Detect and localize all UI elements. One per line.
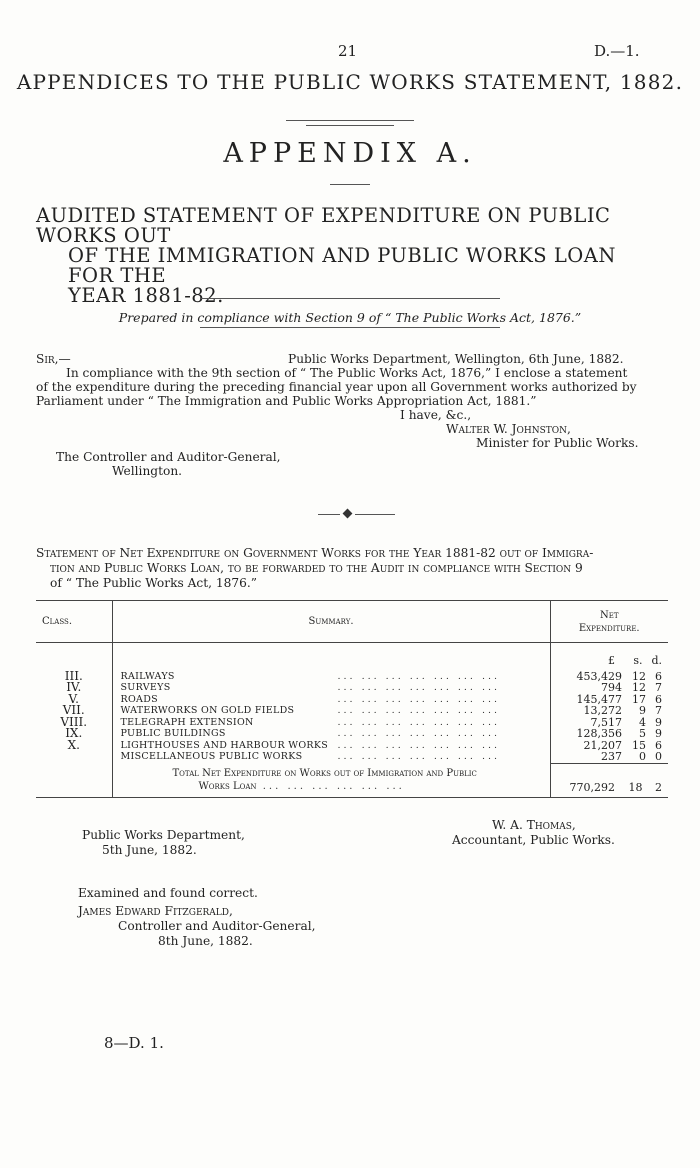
row-pence: 9 [655, 715, 662, 729]
table-body [36, 667, 668, 764]
accountant-name: W. A. Thomas, [492, 818, 576, 832]
auditor-name: James Edward Fitzgerald, [78, 904, 233, 918]
row-item [112, 694, 550, 706]
row-class [36, 751, 112, 763]
row-pence: 6 [655, 669, 662, 683]
row-class: VIII. [36, 717, 112, 729]
row-class: IV. [36, 682, 112, 694]
row-pounds: 13,272 [583, 704, 622, 717]
unit-pounds: £ [608, 653, 615, 667]
row-class: V. [36, 694, 112, 706]
unit-shillings: s. [633, 653, 643, 667]
row-item-label: ROADS [120, 693, 158, 705]
table-row [36, 751, 668, 763]
row-item-label: WATERWORKS ON GOLD FIELDS [120, 705, 295, 716]
row-shillings: 12 [632, 669, 646, 683]
letter-addressee-place: Wellington. [112, 464, 183, 478]
row-class: X. [36, 740, 112, 752]
total-leader-dots: ... ... ... ... ... ... [256, 781, 405, 792]
row-pounds: 453,429 [576, 669, 622, 683]
letter-body-line-1: In compliance with the 9th section of “ The Public Works Act, 1876,” I enclose a statement [66, 366, 628, 380]
auditor-title: Controller and Auditor-General, [118, 919, 316, 933]
row-shillings: 4 [639, 715, 646, 729]
page-number: 21 [338, 42, 358, 60]
row-shillings: 12 [632, 681, 646, 694]
row-pence: 6 [655, 738, 662, 752]
appendix-underline [330, 184, 370, 185]
unit-pence: d. [651, 653, 662, 667]
statement-intro-line-2: tion and Public Works Loan, to be forwarded to the Audit in compliance with Section 9 [50, 561, 583, 575]
accountant-title: Accountant, Public Works. [452, 833, 615, 847]
col-header-net-expenditure [550, 601, 668, 643]
units-label [550, 643, 668, 667]
table-row [36, 728, 668, 740]
section-divider-right [355, 514, 395, 515]
row-shillings: 9 [639, 704, 646, 717]
total-label-line-1: Total Net Expenditure on Works out of Immigration and Public [172, 768, 477, 779]
row-class: IX. [36, 728, 112, 740]
prepared-note: Prepared in compliance with Section 9 of “ The Public Works Act, 1876.” [118, 310, 582, 325]
leader-dots: ... ... ... ... ... ... ... [337, 716, 501, 728]
col-header-class: Class. [36, 601, 112, 643]
table-row [36, 682, 668, 694]
dept-line-2: 5th June, 1882. [102, 843, 197, 857]
leader-dots: ... ... ... ... ... ... ... [337, 739, 501, 751]
row-item [112, 705, 550, 717]
row-pence: 9 [655, 727, 662, 740]
appendix-title: APPENDIX A. [223, 138, 477, 169]
row-amount [550, 667, 668, 683]
row-pence: 7 [655, 704, 662, 717]
row-pence: 7 [655, 681, 662, 694]
row-pounds: 128,356 [576, 727, 622, 740]
row-pence: 0 [655, 750, 662, 763]
leader-dots: ... ... ... ... ... ... ... [337, 751, 501, 763]
row-item-label: PUBLIC BUILDINGS [120, 728, 226, 739]
leader-dots: ... ... ... ... ... ... ... [337, 682, 501, 693]
col-header-summary: Summary. [112, 601, 550, 643]
diamond-ornament [343, 509, 353, 519]
prepared-rule-bottom [200, 327, 500, 328]
section-divider-left [318, 514, 340, 515]
statement-intro-line-3: of “ The Public Works Act, 1876.” [50, 576, 258, 590]
units-spacer-summary [112, 643, 550, 667]
statement-intro-line-1: Statement of Net Expenditure on Government Works for the Year 1881-82 out of Immigra- [36, 546, 594, 560]
row-shillings: 15 [632, 738, 646, 752]
row-item [112, 682, 550, 694]
row-pence: 6 [655, 692, 662, 706]
total-spacer-class [36, 763, 112, 798]
examined-note: Examined and found correct. [78, 886, 258, 900]
total-pence: 2 [655, 781, 662, 794]
letter-closing: I have, &c., [400, 408, 472, 422]
total-label [112, 763, 550, 798]
row-pounds: 237 [601, 750, 622, 763]
row-shillings: 5 [639, 727, 646, 740]
title-divider [286, 120, 414, 121]
col-header-expenditure: Expenditure. [578, 622, 640, 634]
covering-letter [36, 352, 666, 478]
row-pounds: 21,207 [583, 738, 622, 752]
row-item [112, 728, 550, 740]
leader-dots: ... ... ... ... ... ... ... [337, 670, 501, 682]
document-reference: D.—1. [594, 42, 640, 60]
table-row [36, 740, 668, 752]
total-amount [550, 763, 668, 798]
row-pounds: 145,477 [576, 692, 622, 706]
auditor-date: 8th June, 1882. [158, 934, 253, 948]
statement-intro [36, 546, 666, 591]
row-item-label: MISCELLANEOUS PUBLIC WORKS [120, 751, 303, 763]
statement-heading [36, 206, 656, 306]
leader-dots: ... ... ... ... ... ... ... [337, 693, 501, 705]
col-header-net: Net [599, 609, 619, 621]
row-shillings: 0 [639, 750, 646, 763]
leader-dots: ... ... ... ... ... ... ... [337, 728, 501, 739]
letter-signatory-title: Minister for Public Works. [476, 436, 639, 450]
audit-signoff [78, 886, 315, 949]
row-class: III. [36, 667, 112, 683]
row-item [112, 717, 550, 729]
table-row [36, 667, 668, 683]
row-item [112, 740, 550, 752]
accountant-signoff [452, 818, 615, 848]
row-pounds: 7,517 [590, 715, 622, 729]
letter-body-line-2: of the expenditure during the preceding financial year upon all Government works authorized by [36, 380, 637, 394]
row-pounds: 794 [601, 681, 622, 694]
leader-dots: ... ... ... ... ... ... ... [337, 705, 501, 716]
table-row [36, 705, 668, 717]
row-item [112, 667, 550, 683]
heading-line-1: AUDITED STATEMENT OF EXPENDITURE ON PUBLIC WORKS OUT [36, 204, 611, 247]
department-signoff [82, 828, 245, 858]
heading-line-3: YEAR 1881-82. [68, 284, 224, 307]
row-amount [550, 751, 668, 763]
units-spacer-class [36, 643, 112, 667]
row-item-label: LIGHTHOUSES AND HARBOUR WORKS [120, 739, 329, 751]
title-divider-under [306, 125, 394, 126]
main-title: APPENDICES TO THE PUBLIC WORKS STATEMENT, 1882. [16, 70, 684, 94]
letter-dateline: Public Works Department, Wellington, 6th June, 1882. [288, 352, 624, 366]
total-pounds: 770,292 [569, 781, 615, 794]
table-row [36, 717, 668, 729]
heading-line-2: OF THE IMMIGRATION AND PUBLIC WORKS LOAN FOR THE [68, 244, 616, 287]
row-item-label: RAILWAYS [120, 670, 175, 682]
expenditure-table [36, 600, 668, 798]
prepared-rule-top [200, 298, 500, 299]
letter-signatory: Walter W. Johnston, [446, 422, 571, 436]
salutation: Sir,— [36, 352, 71, 366]
table-total-row [36, 763, 668, 798]
row-class: VII. [36, 705, 112, 717]
row-item [112, 751, 550, 763]
total-label-line-2: Works Loan [198, 781, 257, 792]
table-units-row [36, 643, 668, 667]
table-row [36, 694, 668, 706]
row-item-label: TELEGRAPH EXTENSION [120, 716, 254, 728]
row-shillings: 17 [632, 692, 646, 706]
letter-body-line-3: Parliament under “ The Immigration and Public Works Appropriation Act, 1881.” [36, 394, 537, 408]
dept-line-1: Public Works Department, [82, 828, 245, 842]
total-shillings: 18 [628, 781, 643, 794]
table-header-row [36, 601, 668, 643]
row-item-label: SURVEYS [120, 682, 171, 693]
letter-addressee: The Controller and Auditor-General, [56, 450, 281, 464]
signature-mark: 8—D. 1. [104, 1034, 164, 1052]
